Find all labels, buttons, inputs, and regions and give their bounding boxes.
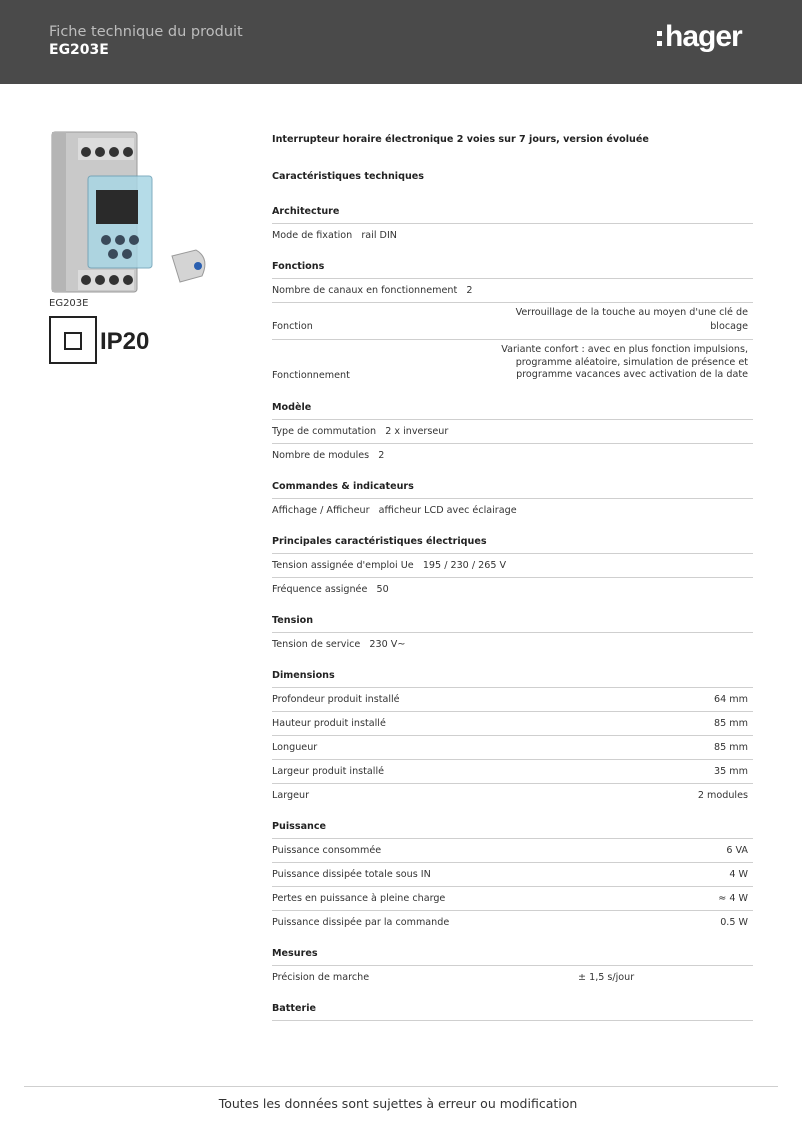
spec-label: Puissance consommée: [272, 845, 382, 856]
section-title: Commandes & indicateurs: [272, 481, 753, 499]
image-caption: EG203E: [49, 298, 89, 309]
product-image: [48, 128, 214, 296]
spec-row: [272, 444, 753, 467]
spec-value: 64 mm: [714, 694, 748, 705]
product-code: EG203E: [49, 42, 109, 58]
spec-row: [272, 760, 753, 784]
section-title: Puissance: [272, 821, 753, 839]
spec-label: Hauteur produit installé: [272, 718, 386, 729]
spec-section: [272, 948, 753, 989]
spec-label: Fonction: [272, 321, 313, 332]
spec-row: [272, 712, 753, 736]
spec-section: [272, 1003, 753, 1021]
spec-row: [272, 279, 753, 303]
spec-value: 85 mm: [714, 718, 748, 729]
spec-label: Puissance dissipée totale sous IN: [272, 869, 431, 880]
ip-rating-text: IP20: [100, 328, 150, 355]
spec-row: [272, 303, 753, 340]
spec-value: ± 1,5 s/jour: [578, 972, 635, 983]
spec-section: [272, 536, 753, 601]
spec-text: Nombre de modules 2: [272, 450, 385, 461]
spec-value: 2 modules: [697, 790, 748, 801]
spec-text: Tension assignée d'emploi Ue 195 / 230 / 265 V: [272, 560, 507, 571]
spec-value: 4 W: [729, 869, 748, 880]
page-header: [0, 0, 802, 84]
section-title: Tension: [272, 615, 753, 633]
spec-value: 85 mm: [714, 742, 748, 753]
spec-row: [272, 554, 753, 578]
product-title: Interrupteur horaire électronique 2 voies sur 7 jours, version évoluée: [272, 134, 649, 145]
section-title: Modèle: [272, 402, 753, 420]
spec-value: 0.5 W: [720, 917, 748, 928]
spec-label: Pertes en puissance à pleine charge: [272, 893, 446, 904]
spec-row: [272, 784, 753, 807]
spec-label: Largeur produit installé: [272, 766, 385, 777]
document-type: Fiche technique du produit: [49, 24, 243, 40]
spec-row: [272, 420, 753, 444]
spec-section: [272, 670, 753, 807]
section-title: Dimensions: [272, 670, 753, 688]
spec-row: [272, 839, 753, 863]
spec-text: Type de commutation 2 x inverseur: [272, 426, 449, 437]
section-title: Batterie: [272, 1003, 753, 1021]
spec-value: 35 mm: [714, 766, 748, 777]
spec-label: Largeur: [272, 790, 310, 801]
spec-value: 6 VA: [726, 845, 748, 856]
spec-row: [272, 911, 753, 934]
spec-row: [272, 736, 753, 760]
spec-value: Variante confort : avec en plus fonction impulsions, programme aléatoire, simulation de présence et programme vacances avec activation de la date: [501, 344, 748, 380]
logo-dots-icon: [657, 31, 663, 51]
spec-section: [272, 261, 753, 388]
ip-rating-icon: [49, 316, 97, 364]
spec-text: Mode de fixation rail DIN: [272, 230, 397, 241]
brand-name: hager: [665, 20, 742, 53]
footer-divider: [24, 1086, 778, 1087]
spec-section: [272, 615, 753, 656]
spec-section: [272, 821, 753, 934]
spec-section: [272, 402, 753, 467]
section-title: Architecture: [272, 206, 753, 224]
section-title: Fonctions: [272, 261, 753, 279]
spec-text: Affichage / Afficheur afficheur LCD avec éclairage: [272, 505, 517, 516]
footer-disclaimer: Toutes les données sont sujettes à erreur ou modification: [218, 1096, 578, 1111]
section-title: Mesures: [272, 948, 753, 966]
spec-value: ≈ 4 W: [718, 893, 748, 904]
spec-sections: [272, 206, 753, 1021]
spec-label: Longueur: [272, 742, 318, 753]
section-title: Principales caractéristiques électriques: [272, 536, 753, 554]
spec-row: [272, 340, 753, 388]
spec-row: [272, 633, 753, 656]
spec-label: Profondeur produit installé: [272, 694, 400, 705]
spec-content: [272, 130, 753, 1021]
spec-row: [272, 688, 753, 712]
spec-row: [272, 863, 753, 887]
spec-row: [272, 224, 753, 247]
spec-value: Verrouillage de la touche au moyen d'une clé de blocage: [515, 307, 748, 332]
spec-row: [272, 887, 753, 911]
spec-section: [272, 481, 753, 522]
spec-section: [272, 206, 753, 247]
spec-text: Tension de service 230 V~: [272, 639, 406, 650]
spec-label: Précision de marche: [272, 972, 370, 983]
spec-text: Nombre de canaux en fonctionnement 2: [272, 285, 473, 296]
spec-text: Fréquence assignée 50: [272, 584, 389, 595]
spec-label: Fonctionnement: [272, 370, 350, 381]
spec-row: [272, 578, 753, 601]
spec-heading: Caractéristiques techniques: [272, 171, 425, 182]
spec-label: Puissance dissipée par la commande: [272, 917, 450, 928]
spec-row: [272, 499, 753, 522]
spec-row: [272, 966, 753, 989]
